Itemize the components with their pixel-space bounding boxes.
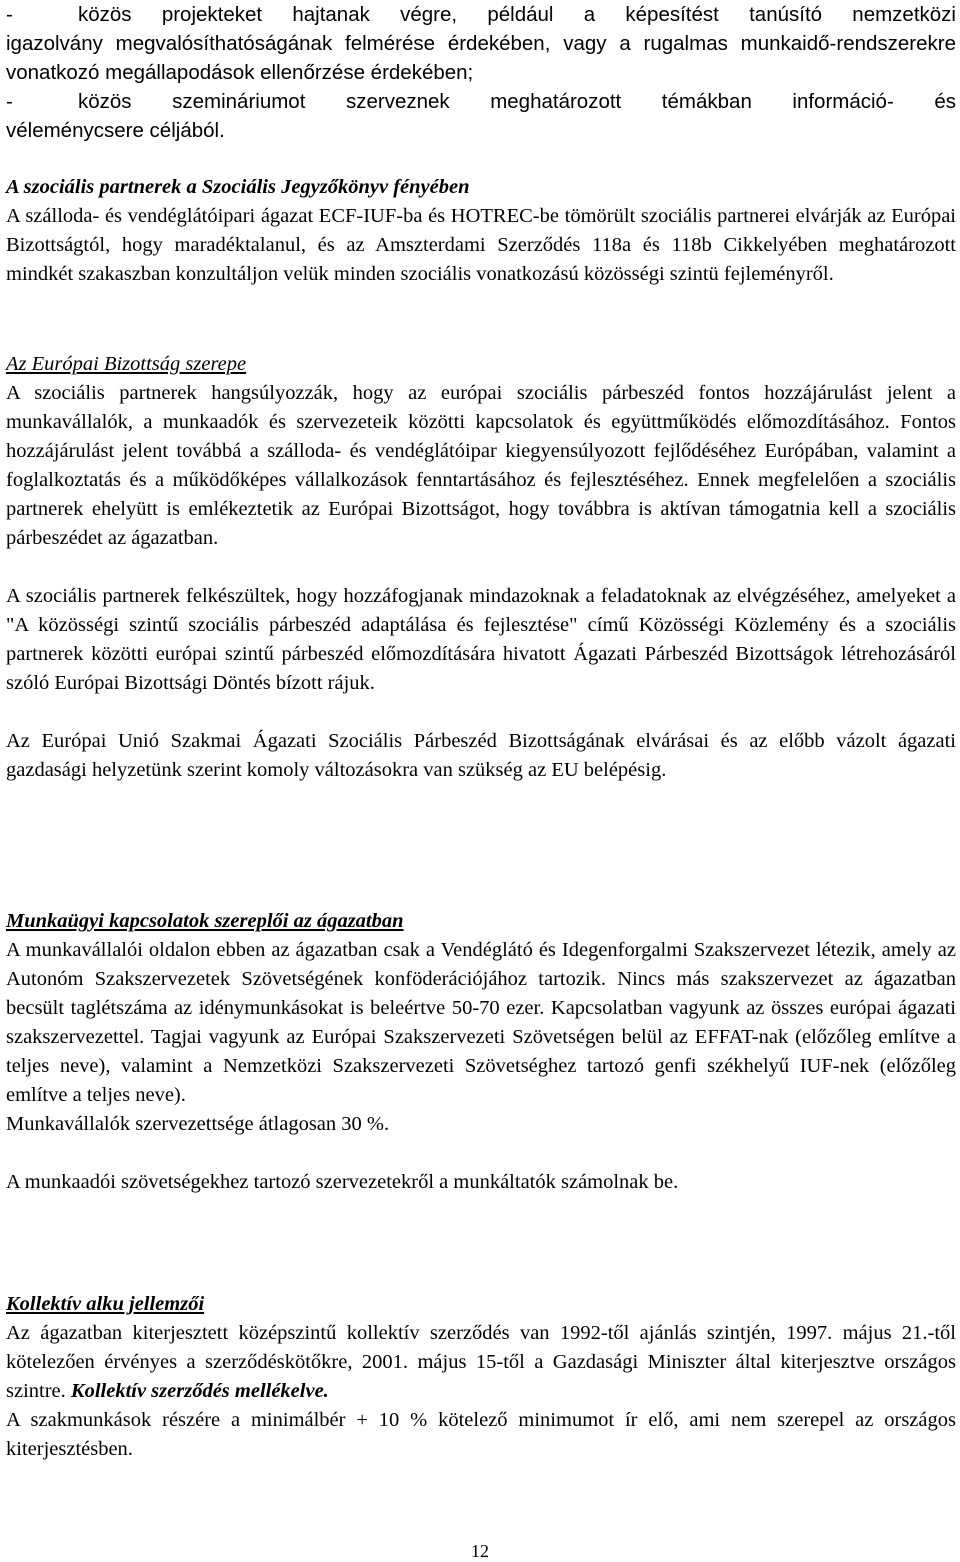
section-body-text: Az ágazatban kiterjesztett középszintű kollektív szerződés van 1992-től ajánlás szintjén, 1997. május 21.-től kötelezően érvényes a szerződéskötőkre, 2001. május 15-től a Gazdasági Miniszter által kiterjesztve országos szintre. bbox=[6, 1322, 956, 1402]
section-collective-bargaining bbox=[6, 1290, 956, 1464]
section-body-bold: Kollektív szerződés mellékelve. bbox=[70, 1380, 329, 1402]
section-heading: A szociális partnerek a Szociális Jegyzőkönyv fényében bbox=[6, 176, 470, 198]
section-line: Munkavállalók szervezettsége átlagosan 30 %. bbox=[6, 1113, 390, 1135]
section-paragraph: A munkaadói szövetségekhez tartozó szervezetekről a munkáltatók számolnak be. bbox=[6, 1171, 679, 1193]
section-heading: Kollektív alku jellemzői bbox=[6, 1293, 205, 1315]
list-item bbox=[6, 87, 956, 116]
intro-list bbox=[6, 0, 956, 145]
section-body: A munkavállalói oldalon ebben az ágazatban csak a Vendéglátó és Idegenforgalmi Szakszervezet létezik, amely az Autonóm Szakszervezetek Szövetségének konföderációjához tartozik. Nincs más szakszervezet az ágazatban becsült taglétszáma az idénymunkásokat is beleértve 50-70 ezer. Kapcsolatban vagyunk az összes európai ágazati szakszervezettel. Tagjai vagyunk az Európai Szakszervezeti Szövetségen belül az EFFAT-nak (előzőleg említve a teljes neve), valamint a Nemzetközi Szakszervezeti Szövetséghez tartozó genfi székhelyű IUF-nek (előzőleg említve a teljes neve). bbox=[6, 939, 956, 1106]
list-item-continuation: igazolvány megvalósíthatóságának felmérése érdekében, vagy a rugalmas munkaidő-rendszerekre vonatkozó megállapodások ellenőrzése érdekében; bbox=[6, 32, 956, 84]
list-item-text: közös szemináriumot szerveznek meghatározott témákban információ- és bbox=[78, 90, 956, 113]
list-item-continuation: véleménycsere céljából. bbox=[6, 119, 225, 142]
page-number: 12 bbox=[471, 1541, 489, 1561]
section-commission-role bbox=[6, 350, 956, 785]
list-dash: - bbox=[6, 3, 13, 26]
section-line: A szakmunkások részére a minimálbér + 10 % kötelező minimumot ír elő, ami nem szerepel az országos kiterjesztésben. bbox=[6, 1409, 956, 1460]
section-social-protocol bbox=[6, 173, 956, 289]
section-paragraph: Az Európai Unió Szakmai Ágazati Szociális Párbeszéd Bizottságának elvárásai és az előbb vázolt ágazati gazdasági helyzetünk szerint komoly változásokra van szükség az EU belépésig. bbox=[6, 730, 956, 781]
section-body: A szociális partnerek hangsúlyozzák, hogy az európai szociális párbeszéd fontos hozzájárulást jelent a munkavállalók, a munkaadók és szervezeteik közötti kapcsolatok és együttműködés előmozdításához. Fontos hozzájárulást jelent továbbá a szálloda- és vendéglátóipar kiegyensúlyozott fejlődéséhez Európában, valamint a foglalkoztatás és a működőképes vállalkozások fenntartásához és fejlesztéséhez. Ennek megfelelően a szociális partnerek ehelyütt is emlékeztetik az Európai Bizottságot, hogy továbbra is aktívan támogatnia kell a szociális párbeszédet az ágazatban. bbox=[6, 382, 956, 549]
section-paragraph: A szociális partnerek felkészültek, hogy hozzáfogjanak mindazoknak a feladatoknak az elvégzéséhez, amelyeket a "A közösségi szintű szociális párbeszéd adaptálása és fejlesztése" című Közösségi Közlemény és a szociális partnerek közötti európai szintű párbeszéd előmozdítására hivatott Ágazati Párbeszéd Bizottságok létrehozásáról szóló Európai Bizottsági Döntés bízott rájuk. bbox=[6, 585, 956, 694]
section-body bbox=[6, 1319, 956, 1406]
list-dash: - bbox=[6, 90, 13, 113]
section-labour-relations bbox=[6, 907, 956, 1197]
section-body: A szálloda- és vendéglátóipari ágazat ECF-IUF-ba és HOTREC-be tömörült szociális partnerei elvárják az Európai Bizottságtól, hogy maradéktalanul, és az Amszterdami Szerződés 118a és 118b Cikkelyében meghatározott mindkét szakaszban konzultáljon velük minden szociális vonatkozású közösségi szintü fejleményről. bbox=[6, 205, 956, 285]
section-heading: Az Európai Bizottság szerepe bbox=[6, 353, 247, 375]
list-item-text: közös projekteket hajtanak végre, például a képesítést tanúsító nemzetközi bbox=[78, 3, 956, 26]
section-heading: Munkaügyi kapcsolatok szereplői az ágazatban bbox=[6, 910, 404, 932]
list-item bbox=[6, 0, 956, 29]
